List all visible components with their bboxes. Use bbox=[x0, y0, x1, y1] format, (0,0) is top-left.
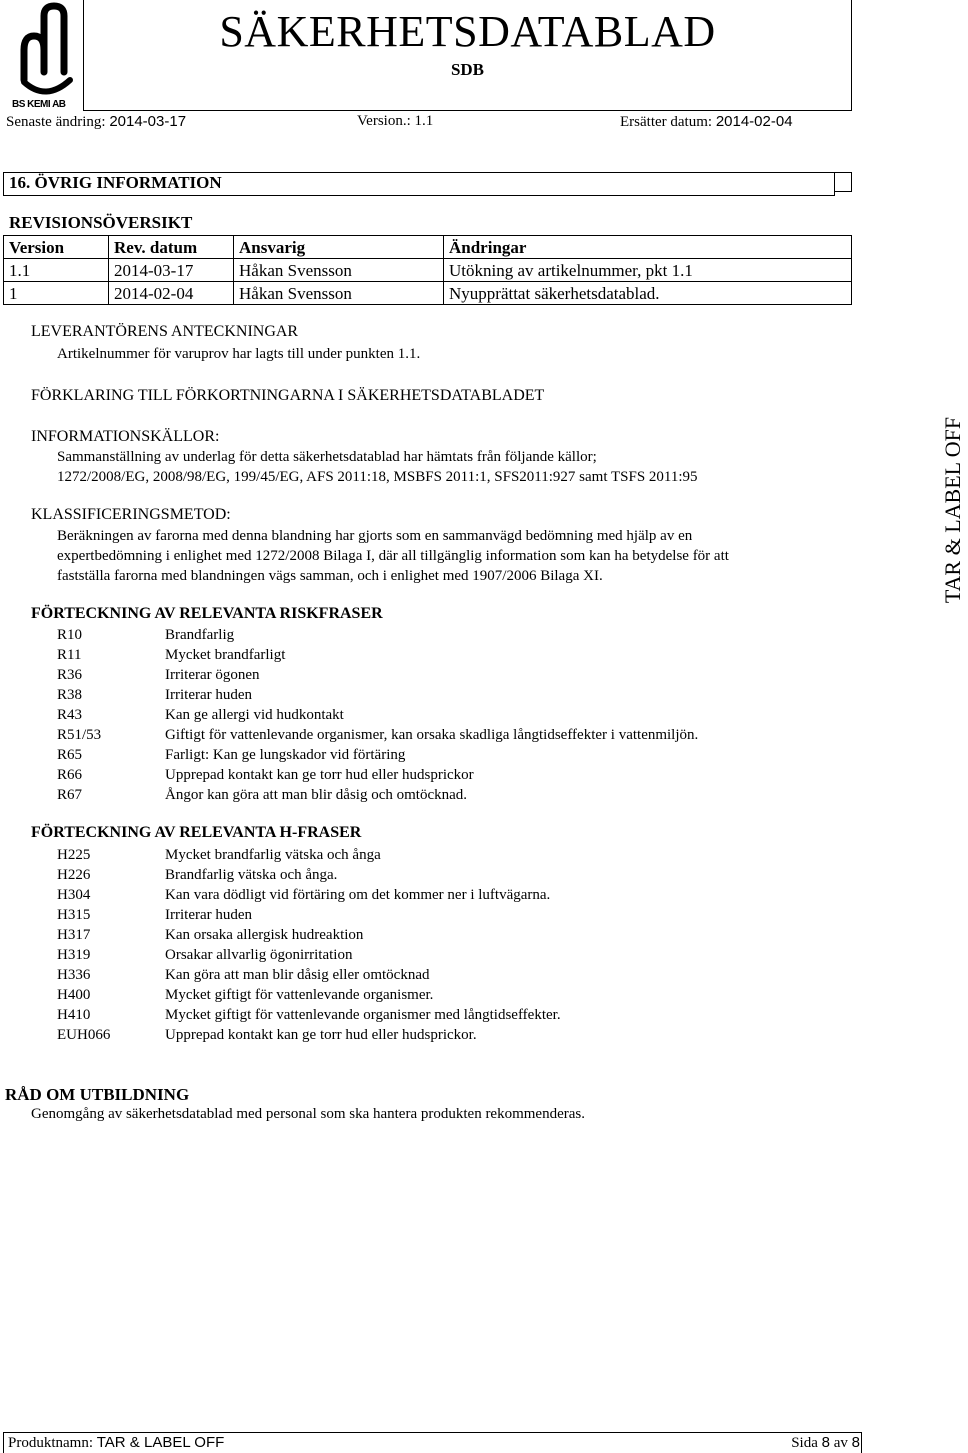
last-change bbox=[6, 113, 186, 131]
phrase-text: Orsakar allvarlig ögonirritation bbox=[165, 947, 353, 963]
phrase-text: Kan vara dödligt vid förtäring om det kommer ner i luftvägarna. bbox=[165, 887, 551, 903]
phrase-code: EUH066 bbox=[57, 1027, 111, 1043]
phrase-text: Irriterar huden bbox=[165, 907, 253, 923]
table-cell: 1.1 bbox=[4, 259, 109, 282]
training-text: Genomgång av säkerhetsdatablad med personal som ska hantera produkten rekommenderas. bbox=[31, 1106, 585, 1122]
method-line-2: expertbedömning i enlighet med 1272/2008 Bilaga I, där all tillgänglig information som kan ha betydelse för att bbox=[57, 548, 729, 564]
phrase-text: Farligt: Kan ge lungskador vid förtäring bbox=[165, 747, 406, 763]
phrase-code: R38 bbox=[57, 687, 83, 703]
last-change-label: Senaste ändring: bbox=[6, 114, 106, 130]
column-header: Rev. datum bbox=[109, 236, 234, 259]
list-item bbox=[57, 965, 561, 985]
product-label: Produktnamn: bbox=[8, 1435, 93, 1451]
column-header: Ändringar bbox=[444, 236, 852, 259]
revision-table bbox=[3, 235, 852, 305]
list-item bbox=[57, 745, 698, 765]
supplier-text: Artikelnummer för varuprov har lagts till under punkten 1.1. bbox=[57, 346, 421, 362]
sources-line-2: 1272/2008/EG, 2008/98/EG, 199/45/EG, AFS 2011:18, MSBFS 2011:1, SFS2011:927 samt TSFS 2011:95 bbox=[57, 469, 698, 485]
version-value: 1.1 bbox=[414, 113, 434, 129]
document-subtitle: SDB bbox=[450, 60, 485, 79]
phrase-code: R67 bbox=[57, 787, 83, 803]
list-item bbox=[57, 1005, 561, 1025]
company-logo bbox=[10, 2, 82, 112]
phrase-text: Mycket brandfarligt bbox=[165, 647, 286, 663]
list-item bbox=[57, 865, 561, 885]
phrase-text: Ångor kan göra att man blir dåsig och omtöcknad. bbox=[165, 787, 468, 803]
phrase-text: Upprepad kontakt kan ge torr hud eller hudsprickor bbox=[165, 767, 474, 783]
phrase-code: H304 bbox=[57, 887, 91, 903]
version bbox=[357, 113, 433, 130]
replaces-date-value: 2014-02-04 bbox=[715, 113, 793, 130]
side-product-label-text: TAR & LABEL OFF bbox=[940, 416, 965, 604]
phrase-text: Kan göra att man blir dåsig eller omtöcknad bbox=[165, 967, 430, 983]
column-header: Version bbox=[4, 236, 109, 259]
phrase-text: Mycket giftigt för vattenlevande organismer. bbox=[165, 987, 434, 1003]
last-change-date: 2014-03-17 bbox=[109, 113, 187, 130]
sources-line-1: Sammanställning av underlag för detta säkerhetsdatablad har hämtats från följande källor; bbox=[57, 449, 597, 465]
r-phrases-list bbox=[57, 625, 698, 805]
list-item bbox=[57, 665, 698, 685]
table-cell: Utökning av artikelnummer, pkt 1.1 bbox=[444, 259, 852, 282]
table-cell: Håkan Svensson bbox=[234, 259, 444, 282]
table-cell: Nyupprättat säkerhetsdatablad. bbox=[444, 282, 852, 305]
phrase-text: Irriterar huden bbox=[165, 687, 253, 703]
list-item bbox=[57, 705, 698, 725]
revision-heading: REVISIONSÖVERSIKT bbox=[9, 213, 193, 232]
table-cell: 2014-02-04 bbox=[109, 282, 234, 305]
supplier-heading: LEVERANTÖRENS ANTECKNINGAR bbox=[31, 323, 299, 340]
list-item bbox=[57, 785, 698, 805]
phrase-code: R36 bbox=[57, 667, 83, 683]
list-item bbox=[57, 645, 698, 665]
page-of: av bbox=[833, 1435, 848, 1451]
phrase-code: H225 bbox=[57, 847, 91, 863]
method-heading: KLASSIFICERINGSMETOD: bbox=[31, 506, 231, 523]
list-item bbox=[57, 945, 561, 965]
list-item bbox=[57, 725, 698, 745]
phrase-code: R51/53 bbox=[57, 727, 102, 743]
phrase-text: Kan ge allergi vid hudkontakt bbox=[165, 707, 344, 723]
replaces-label: Ersätter datum: bbox=[620, 114, 713, 130]
phrase-code: H319 bbox=[57, 947, 91, 963]
footer-page-number bbox=[791, 1434, 860, 1452]
replaces-date bbox=[620, 113, 793, 131]
list-item bbox=[57, 1025, 561, 1045]
phrase-text: Brandfarlig vätska och ånga. bbox=[165, 867, 338, 883]
phrase-code: R10 bbox=[57, 627, 83, 643]
list-item bbox=[57, 685, 698, 705]
page-label: Sida bbox=[791, 1435, 818, 1451]
h-phrases-heading: FÖRTECKNING AV RELEVANTA H-FRASER bbox=[31, 824, 362, 841]
h-phrases-list bbox=[57, 845, 561, 1045]
table-cell: 1 bbox=[4, 282, 109, 305]
phrase-code: H400 bbox=[57, 987, 91, 1003]
phrase-text: Giftigt för vattenlevande organismer, kan orsaka skadliga långtidseffekter i vattenmiljön. bbox=[165, 727, 699, 743]
column-header: Ansvarig bbox=[234, 236, 444, 259]
list-item bbox=[57, 845, 561, 865]
table-row bbox=[4, 259, 852, 282]
method-line-3: fastställa farorna med blandningen vägs samman, och i enlighet med 1907/2006 Bilaga XI. bbox=[57, 568, 603, 584]
phrase-text: Mycket giftigt för vattenlevande organismer med långtidseffekter. bbox=[165, 1007, 561, 1023]
logo-text: BS KEMI AB bbox=[12, 99, 66, 110]
document-title: SÄKERHETSDATABLAD bbox=[219, 7, 716, 56]
list-item bbox=[57, 625, 698, 645]
table-cell: 2014-03-17 bbox=[109, 259, 234, 282]
abbreviations-heading: FÖRKLARING TILL FÖRKORTNINGARNA I SÄKERHETSDATABLADET bbox=[31, 387, 545, 404]
phrase-code: R66 bbox=[57, 767, 83, 783]
phrase-code: R65 bbox=[57, 747, 83, 763]
table-cell: Håkan Svensson bbox=[234, 282, 444, 305]
phrase-text: Upprepad kontakt kan ge torr hud eller hudsprickor. bbox=[165, 1027, 477, 1043]
footer-product bbox=[8, 1434, 224, 1452]
training-heading: RÅD OM UTBILDNING bbox=[5, 1085, 190, 1104]
list-item bbox=[57, 765, 698, 785]
phrase-text: Irriterar ögonen bbox=[165, 667, 260, 683]
phrase-code: R11 bbox=[57, 647, 82, 663]
list-item bbox=[57, 985, 561, 1005]
phrase-code: H336 bbox=[57, 967, 91, 983]
list-item bbox=[57, 885, 561, 905]
list-item bbox=[57, 925, 561, 945]
list-item bbox=[57, 905, 561, 925]
section-title: 16. ÖVRIG INFORMATION bbox=[9, 173, 222, 192]
table-header-row bbox=[4, 236, 852, 259]
product-name: TAR & LABEL OFF bbox=[96, 1434, 225, 1451]
phrase-code: H315 bbox=[57, 907, 91, 923]
sources-heading: INFORMATIONSKÄLLOR: bbox=[31, 428, 220, 445]
phrase-code: R43 bbox=[57, 707, 83, 723]
phrase-text: Mycket brandfarlig vätska och ånga bbox=[165, 847, 381, 863]
phrase-code: H226 bbox=[57, 867, 91, 883]
page-total: 8 bbox=[851, 1434, 860, 1451]
phrase-code: H410 bbox=[57, 1007, 91, 1023]
phrase-text: Brandfarlig bbox=[165, 627, 235, 643]
section-corner-box bbox=[834, 172, 852, 192]
side-product-label bbox=[938, 416, 968, 604]
table-row bbox=[4, 282, 852, 305]
version-label: Version.: bbox=[357, 113, 411, 129]
phrase-text: Kan orsaka allergisk hudreaktion bbox=[165, 927, 364, 943]
phrase-code: H317 bbox=[57, 927, 91, 943]
method-line-1: Beräkningen av farorna med denna blandning har gjorts som en sammanvägd bedömning med hjälp av en bbox=[57, 528, 693, 544]
page-current: 8 bbox=[821, 1434, 830, 1451]
r-phrases-heading: FÖRTECKNING AV RELEVANTA RISKFRASER bbox=[31, 605, 383, 622]
